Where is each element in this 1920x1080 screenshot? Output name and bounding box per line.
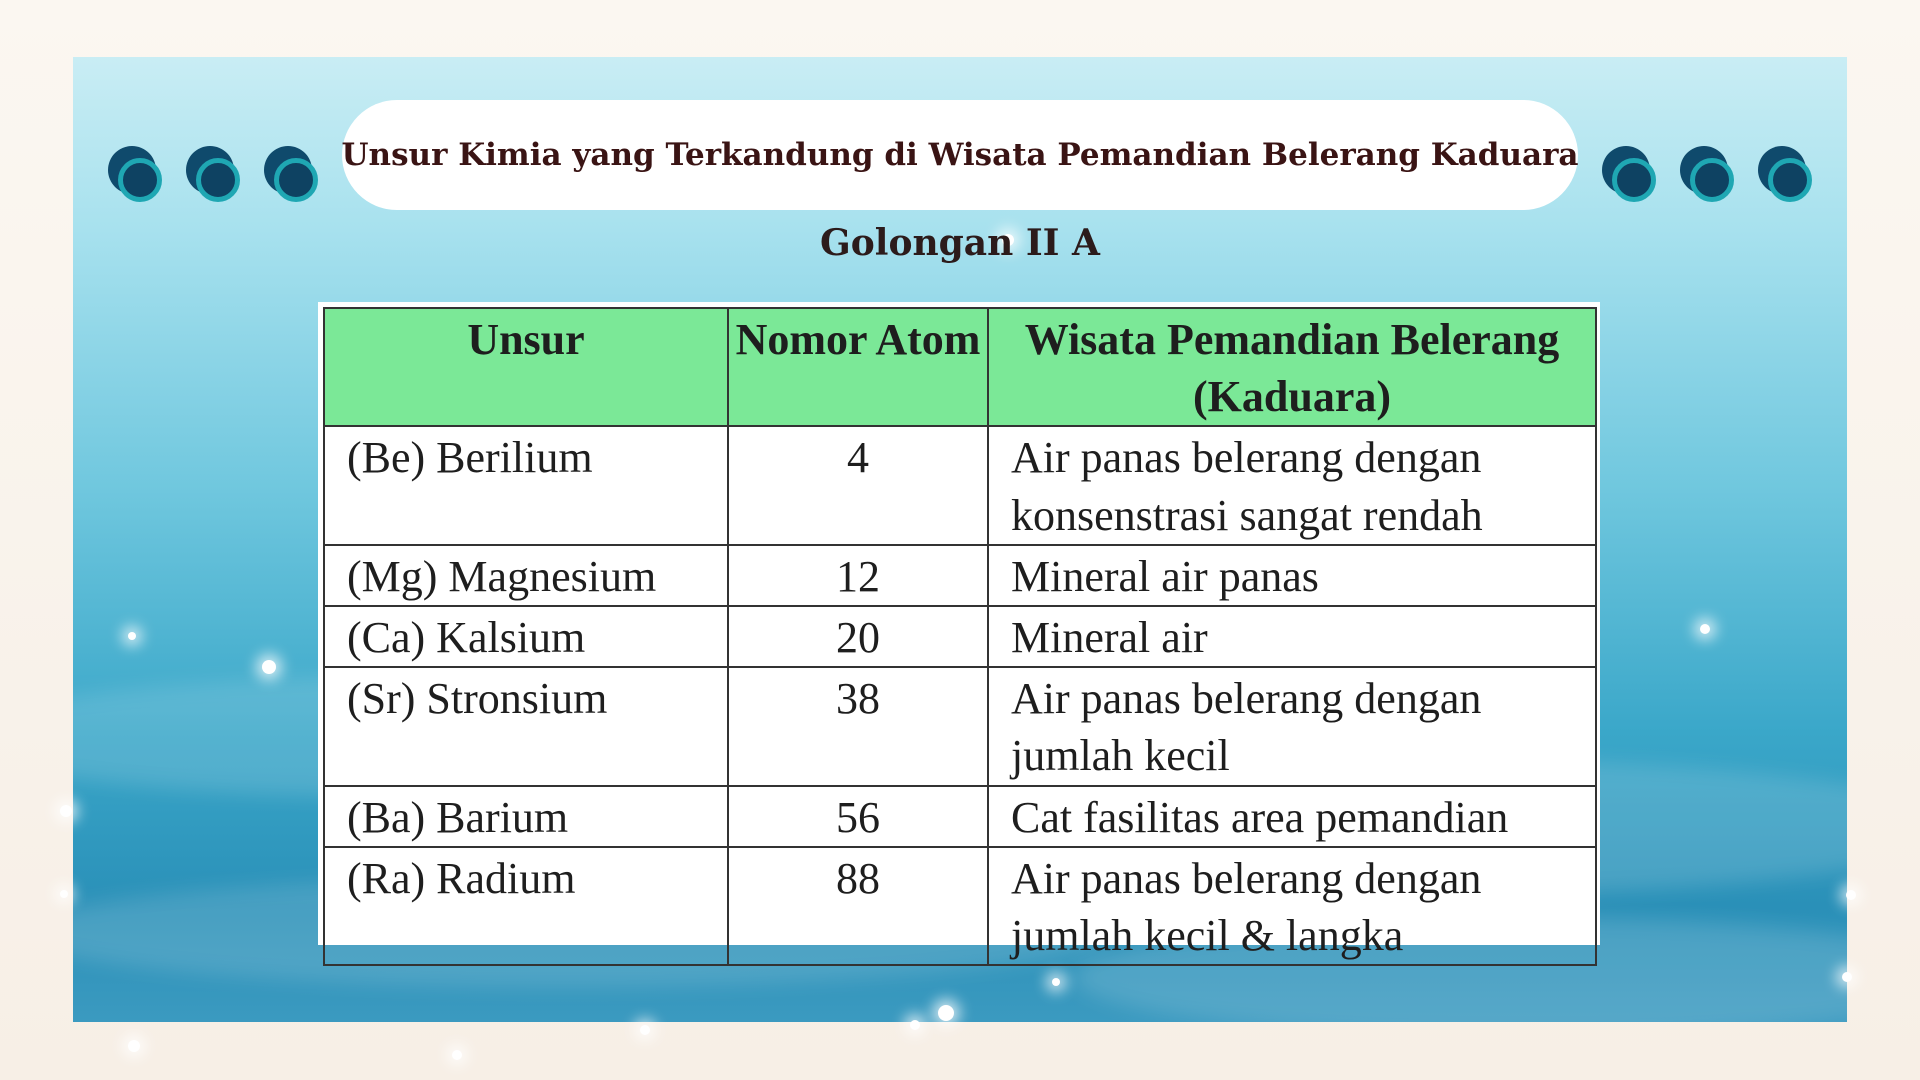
- table-header-row: [324, 308, 1596, 426]
- cell-wisata: Cat fasilitas area pemandian: [988, 786, 1596, 847]
- cell-nomor: 38: [728, 667, 988, 785]
- cell-unsur: (Sr) Stronsium: [324, 667, 728, 785]
- sparkle: [262, 660, 276, 674]
- sparkle: [1700, 624, 1710, 634]
- sparkle: [640, 1025, 650, 1035]
- table-row: [324, 786, 1596, 847]
- subtitle: Golongan II A: [820, 222, 1100, 264]
- cell-nomor: 56: [728, 786, 988, 847]
- sparkle: [452, 1050, 462, 1060]
- cell-unsur: (Ra) Radium: [324, 847, 728, 965]
- circle-decoration-icon: [186, 146, 244, 204]
- cell-unsur: (Ca) Kalsium: [324, 606, 728, 667]
- table-row: [324, 847, 1596, 965]
- cell-wisata: Air panas belerang dengan konsenstrasi sangat rendah: [988, 426, 1596, 544]
- table-row: [324, 606, 1596, 667]
- circle-decoration-icon: [1602, 146, 1660, 204]
- cell-unsur: (Ba) Barium: [324, 786, 728, 847]
- sparkle: [1846, 890, 1856, 900]
- sparkle: [1052, 978, 1060, 986]
- cell-nomor: 20: [728, 606, 988, 667]
- cell-unsur: (Mg) Magnesium: [324, 545, 728, 606]
- header-nomor-atom: Nomor Atom: [728, 308, 988, 426]
- circle-decoration-icon: [1680, 146, 1738, 204]
- element-table: [323, 307, 1597, 966]
- page-title: Unsur Kimia yang Terkandung di Wisata Pemandian Belerang Kaduara: [341, 137, 1579, 173]
- sparkle: [910, 1020, 920, 1030]
- header-wisata: Wisata Pemandian Belerang (Kaduara): [988, 308, 1596, 426]
- sparkle: [938, 1005, 954, 1021]
- cell-nomor: 4: [728, 426, 988, 544]
- sparkle: [60, 805, 72, 817]
- sparkle: [128, 1040, 140, 1052]
- table-row: [324, 426, 1596, 544]
- decorative-dots-right: [1602, 146, 1816, 204]
- cell-wisata: Mineral air panas: [988, 545, 1596, 606]
- cell-wisata: Air panas belerang dengan jumlah kecil & langka: [988, 847, 1596, 965]
- cell-wisata: Mineral air: [988, 606, 1596, 667]
- sparkle: [128, 632, 136, 640]
- cell-unsur: (Be) Berilium: [324, 426, 728, 544]
- header-unsur: Unsur: [324, 308, 728, 426]
- sparkle: [60, 890, 68, 898]
- title-banner: [342, 100, 1578, 210]
- decorative-dots-left: [108, 146, 322, 204]
- circle-decoration-icon: [264, 146, 322, 204]
- sparkle: [1842, 972, 1852, 982]
- cell-nomor: 12: [728, 545, 988, 606]
- table-row: [324, 545, 1596, 606]
- cell-nomor: 88: [728, 847, 988, 965]
- table-row: [324, 667, 1596, 785]
- circle-decoration-icon: [1758, 146, 1816, 204]
- circle-decoration-icon: [108, 146, 166, 204]
- cell-wisata: Air panas belerang dengan jumlah kecil: [988, 667, 1596, 785]
- element-table-container: [318, 302, 1600, 960]
